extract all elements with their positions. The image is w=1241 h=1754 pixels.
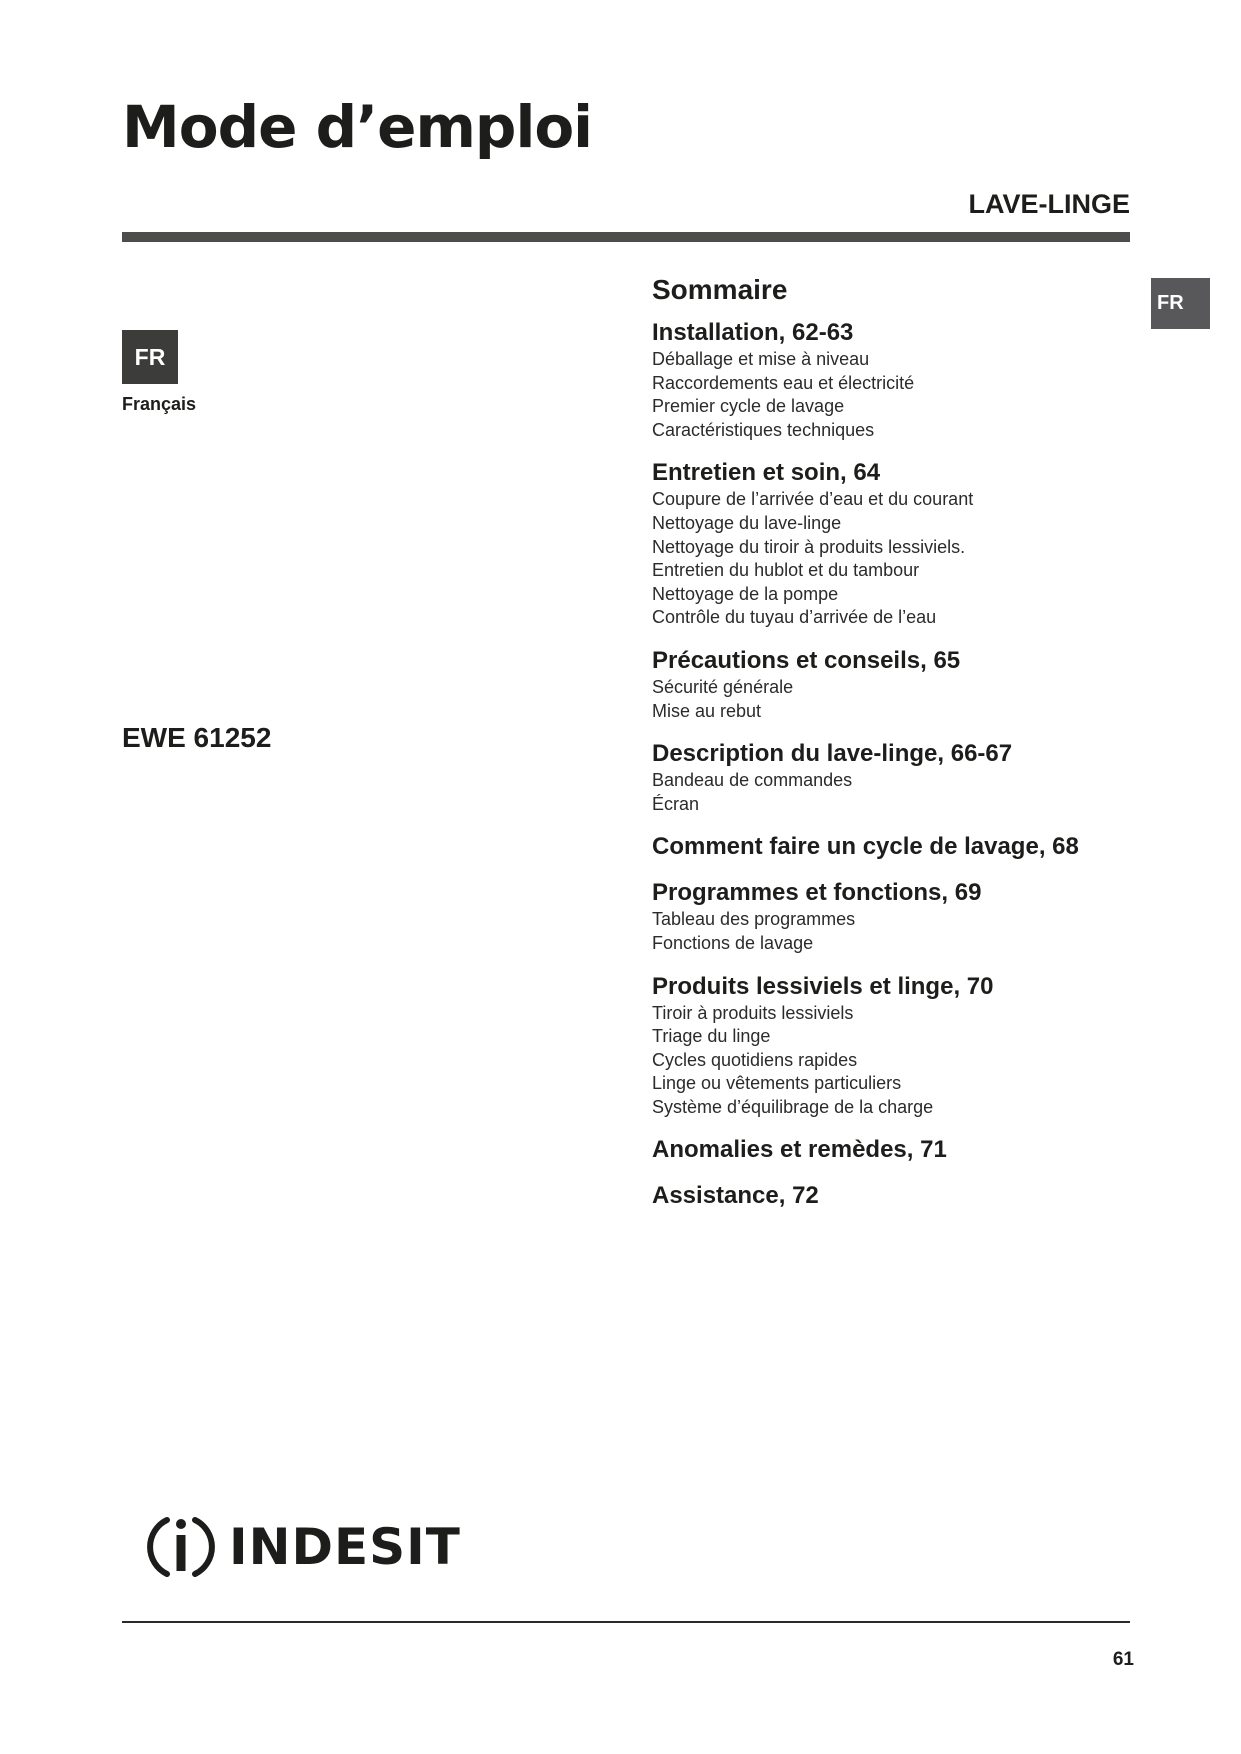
toc-section-title: Entretien et soin, 64	[652, 459, 881, 487]
toc-section-title: Assistance, 72	[652, 1182, 819, 1210]
toc-item: Écran	[652, 793, 700, 814]
toc-item: Tableau des programmes	[652, 909, 856, 930]
toc-item: Caractéristiques techniques	[652, 419, 875, 440]
model-number: EWE 61252	[122, 722, 272, 753]
toc-item: Triage du linge	[652, 1026, 771, 1047]
toc-section-title: Comment faire un cycle de lavage, 68	[652, 833, 1079, 861]
toc-item: Linge ou vêtements particuliers	[652, 1073, 902, 1094]
toc-section-title: Description du lave-linge, 66-67	[652, 740, 1013, 768]
toc-heading: Sommaire	[652, 274, 788, 305]
toc-item: Cycles quotidiens rapides	[652, 1049, 858, 1070]
toc-section	[652, 972, 1172, 1120]
indesit-circle-i-icon	[145, 1510, 217, 1584]
toc-item-list	[652, 1002, 1172, 1120]
toc-section-title: Installation, 62-63	[652, 319, 854, 346]
toc-section	[652, 646, 1172, 723]
toc-section-title: Précautions et conseils, 65	[652, 646, 961, 674]
brand-logo	[145, 1510, 461, 1584]
toc-section-title: Programmes et fonctions, 69	[652, 879, 982, 907]
toc-item: Bandeau de commandes	[652, 770, 853, 791]
toc-item: Coupure de l’arrivée d’eau et du courant	[652, 489, 974, 510]
page-title: Mode d’emploi	[122, 93, 593, 161]
toc-item-list	[652, 769, 1172, 816]
toc-item: Nettoyage de la pompe	[652, 583, 839, 604]
toc-item: Nettoyage du lave-linge	[652, 512, 842, 533]
toc-section	[652, 878, 1172, 955]
toc-sections	[652, 318, 1172, 1211]
language-side-tab: FR	[1151, 278, 1210, 329]
toc-section	[652, 1135, 1172, 1165]
toc-section	[652, 739, 1172, 816]
table-of-contents	[652, 270, 1172, 1227]
toc-section	[652, 1181, 1172, 1211]
toc-item-list	[652, 488, 1172, 630]
toc-item: Fonctions de lavage	[652, 932, 814, 953]
toc-item: Premier cycle de lavage	[652, 396, 845, 417]
toc-item-list	[652, 348, 1172, 442]
toc-item: Contrôle du tuyau d’arrivée de l’eau	[652, 607, 937, 628]
brand-logo-text: INDESIT	[229, 1518, 461, 1576]
toc-item: Entretien du hublot et du tambour	[652, 560, 920, 581]
bottom-divider	[122, 1621, 1130, 1623]
document-subtitle: LAVE-LINGE	[968, 189, 1130, 219]
toc-section	[652, 318, 1172, 442]
language-name: Français	[122, 394, 197, 414]
toc-section-title: Anomalies et remèdes, 71	[652, 1136, 947, 1164]
top-divider	[122, 232, 1130, 242]
toc-item-list	[652, 908, 1172, 955]
toc-item-list	[652, 676, 1172, 723]
language-badge: FR	[122, 330, 178, 384]
toc-item: Raccordements eau et électricité	[652, 372, 915, 393]
toc-item: Système d’équilibrage de la charge	[652, 1096, 934, 1117]
toc-item: Sécurité générale	[652, 676, 794, 697]
toc-section	[652, 458, 1172, 630]
toc-item: Tiroir à produits lessiviels	[652, 1002, 854, 1023]
toc-section-title: Produits lessiviels et linge, 70	[652, 972, 994, 1000]
toc-item: Mise au rebut	[652, 700, 762, 721]
toc-section	[652, 832, 1172, 862]
page-number: 61	[1112, 1649, 1134, 1670]
toc-item: Nettoyage du tiroir à produits lessiviels.	[652, 536, 966, 557]
toc-item: Déballage et mise à niveau	[652, 349, 870, 369]
